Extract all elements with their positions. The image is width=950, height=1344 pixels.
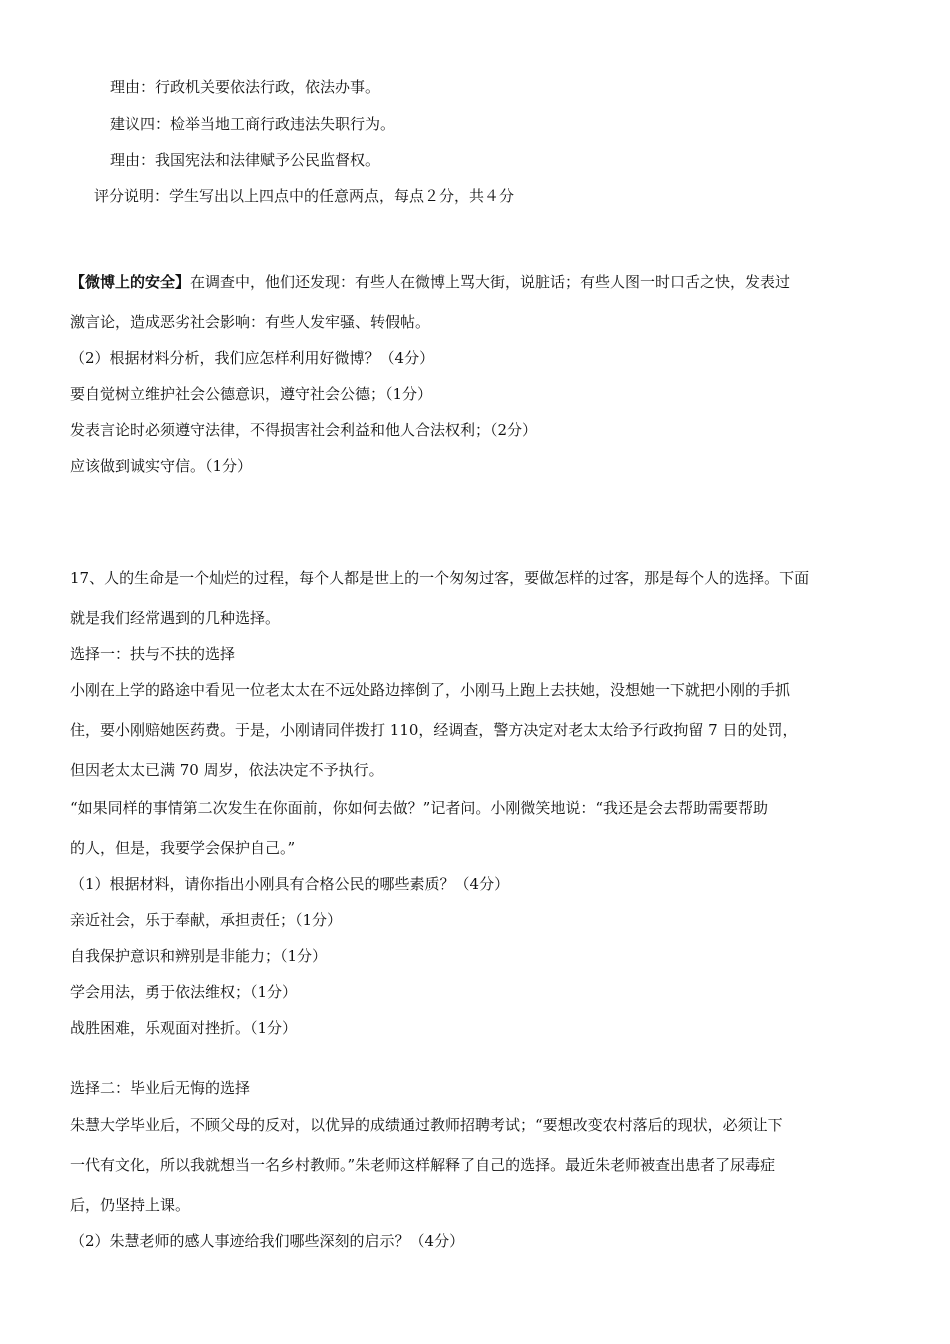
question-1-xiaogang: （1）根据材料，请你指出小刚具有合格公民的哪些素质？（4分） <box>70 875 510 893</box>
answer-line: 战胜困难，乐观面对挫折。（1分） <box>70 1019 298 1037</box>
material-line: 一代有文化，所以我就想当一名乡村教师。”朱老师这样解释了自己的选择。最近朱老师被查出患者了尿毒症 <box>70 1156 776 1174</box>
question-17-intro: 17、人的生命是一个灿烂的过程，每个人都是世上的一个匆匆过客，要做怎样的过客，那是每个人的选择。下面 <box>70 569 810 587</box>
answer-line: 应该做到诚实守信。（1分） <box>70 457 253 475</box>
material-line: “如果同样的事情第二次发生在你面前，你如何去做？”记者问。小刚微笑地说：“我还是会去帮助需要帮助 <box>70 799 769 817</box>
answer-line: 要自觉树立维护社会公德意识，遵守社会公德；（1分） <box>70 385 433 403</box>
material-line: 但因老太太已满 70 周岁，依法决定不予执行。 <box>70 761 384 779</box>
reason-line-1: 理由：行政机关要依法行政，依法办事。 <box>110 78 381 96</box>
material-line: 的人，但是，我要学会保护自己。” <box>70 839 296 857</box>
scoring-note: 评分说明：学生写出以上四点中的任意两点，每点２分，共４分 <box>94 187 515 205</box>
weibo-section-heading: 【微博上的安全】 <box>70 273 191 291</box>
answer-line: 亲近社会，乐于奉献，承担责任；（1分） <box>70 911 343 929</box>
answer-line: 自我保护意识和辨别是非能力；（1分） <box>70 947 328 965</box>
question-2-weibo: （2）根据材料分析，我们应怎样利用好微博？（4分） <box>70 349 435 367</box>
answer-line: 学会用法，勇于依法维权；（1分） <box>70 983 298 1001</box>
suggestion-4-line: 建议四：检举当地工商行政违法失职行为。 <box>110 115 396 133</box>
weibo-intro-paragraph <box>70 272 790 292</box>
choice-2-title: 选择二：毕业后无悔的选择 <box>70 1079 251 1097</box>
choice-1-title: 选择一：扶与不扶的选择 <box>70 645 236 663</box>
material-line: 住，要小刚赔她医药费。于是，小刚请同伴拨打 110，经调查，警方决定对老太太给予行政拘留 7 日的处罚， <box>70 721 798 739</box>
reason-line-2: 理由：我国宪法和法律赋予公民监督权。 <box>110 151 381 169</box>
question-17-intro-line-2: 就是我们经常遇到的几种选择。 <box>70 609 281 627</box>
material-line: 朱慧大学毕业后，不顾父母的反对，以优异的成绩通过教师招聘考试；“要想改变农村落后的现状，必须让下 <box>70 1116 783 1134</box>
question-2-teacher: （2）朱慧老师的感人事迹给我们哪些深刻的启示？（4分） <box>70 1232 465 1250</box>
answer-line: 发表言论时必须遵守法律，不得损害社会利益和他人合法权利；（2分） <box>70 421 538 439</box>
material-line: 小刚在上学的路途中看见一位老太太在不远处路边摔倒了，小刚马上跑上去扶她，没想她一下就把小刚的手抓 <box>70 681 791 699</box>
material-line: 后，仍坚持上课。 <box>70 1196 191 1214</box>
weibo-intro-line-2: 激言论，造成恶劣社会影响：有些人发牢骚、转假帖。 <box>70 313 431 331</box>
weibo-intro-text: 在调查中，他们还发现：有些人在微博上骂大街，说脏话；有些人图一时口舌之快，发表过 <box>190 273 791 291</box>
